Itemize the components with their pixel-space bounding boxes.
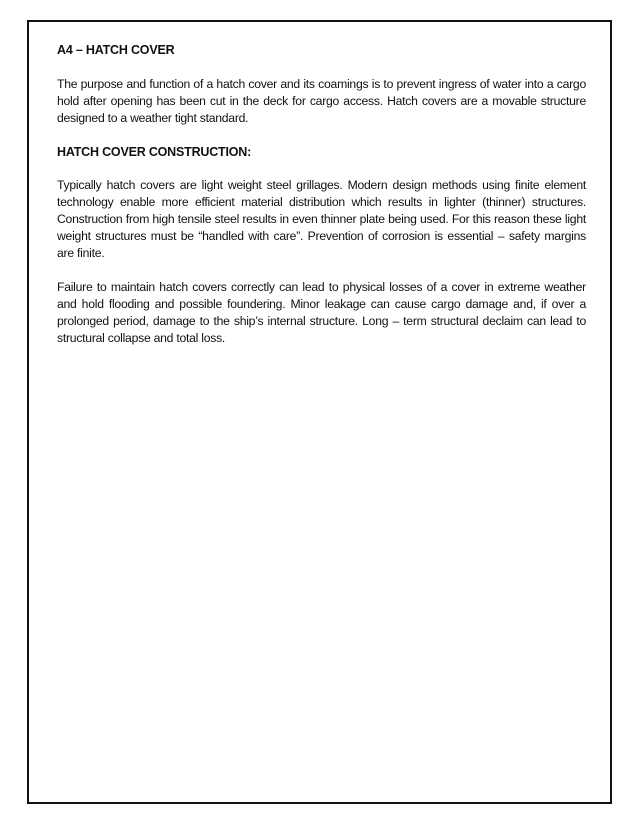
document-title: A4 – HATCH COVER xyxy=(57,43,175,57)
section-heading: HATCH COVER CONSTRUCTION: xyxy=(57,144,252,159)
document-body xyxy=(57,42,586,347)
intro-paragraph: The purpose and function of a hatch cover and its coamings is to prevent ingress of water into a cargo hold after opening has been cut in the deck for cargo access. Hatch covers are a movable structure designed to a weather tight standard. xyxy=(57,77,586,126)
failure-paragraph: Failure to maintain hatch covers correctly can lead to physical losses of a cover in extreme weather and hold flooding and possible foundering. Minor leakage can cause cargo damage and, if over a prolonged period, damage to the ship’s internal structure. Long – term structural declaim can lead to structural collapse and total loss. xyxy=(57,279,586,346)
construction-paragraph: Typically hatch covers are light weight steel grillages. Modern design methods using finite element technology enable more efficient material distribution which results in lighter (thinner) structures. Construction from high tensile steel results in even thinner plate being used. For this reason these light weight structures must be “handled with care”. Prevention of corrosion is essential – safety margins are finite. xyxy=(57,177,586,261)
spacer xyxy=(57,59,586,76)
spacer xyxy=(57,161,586,177)
spacer xyxy=(57,128,586,144)
spacer xyxy=(57,263,586,279)
